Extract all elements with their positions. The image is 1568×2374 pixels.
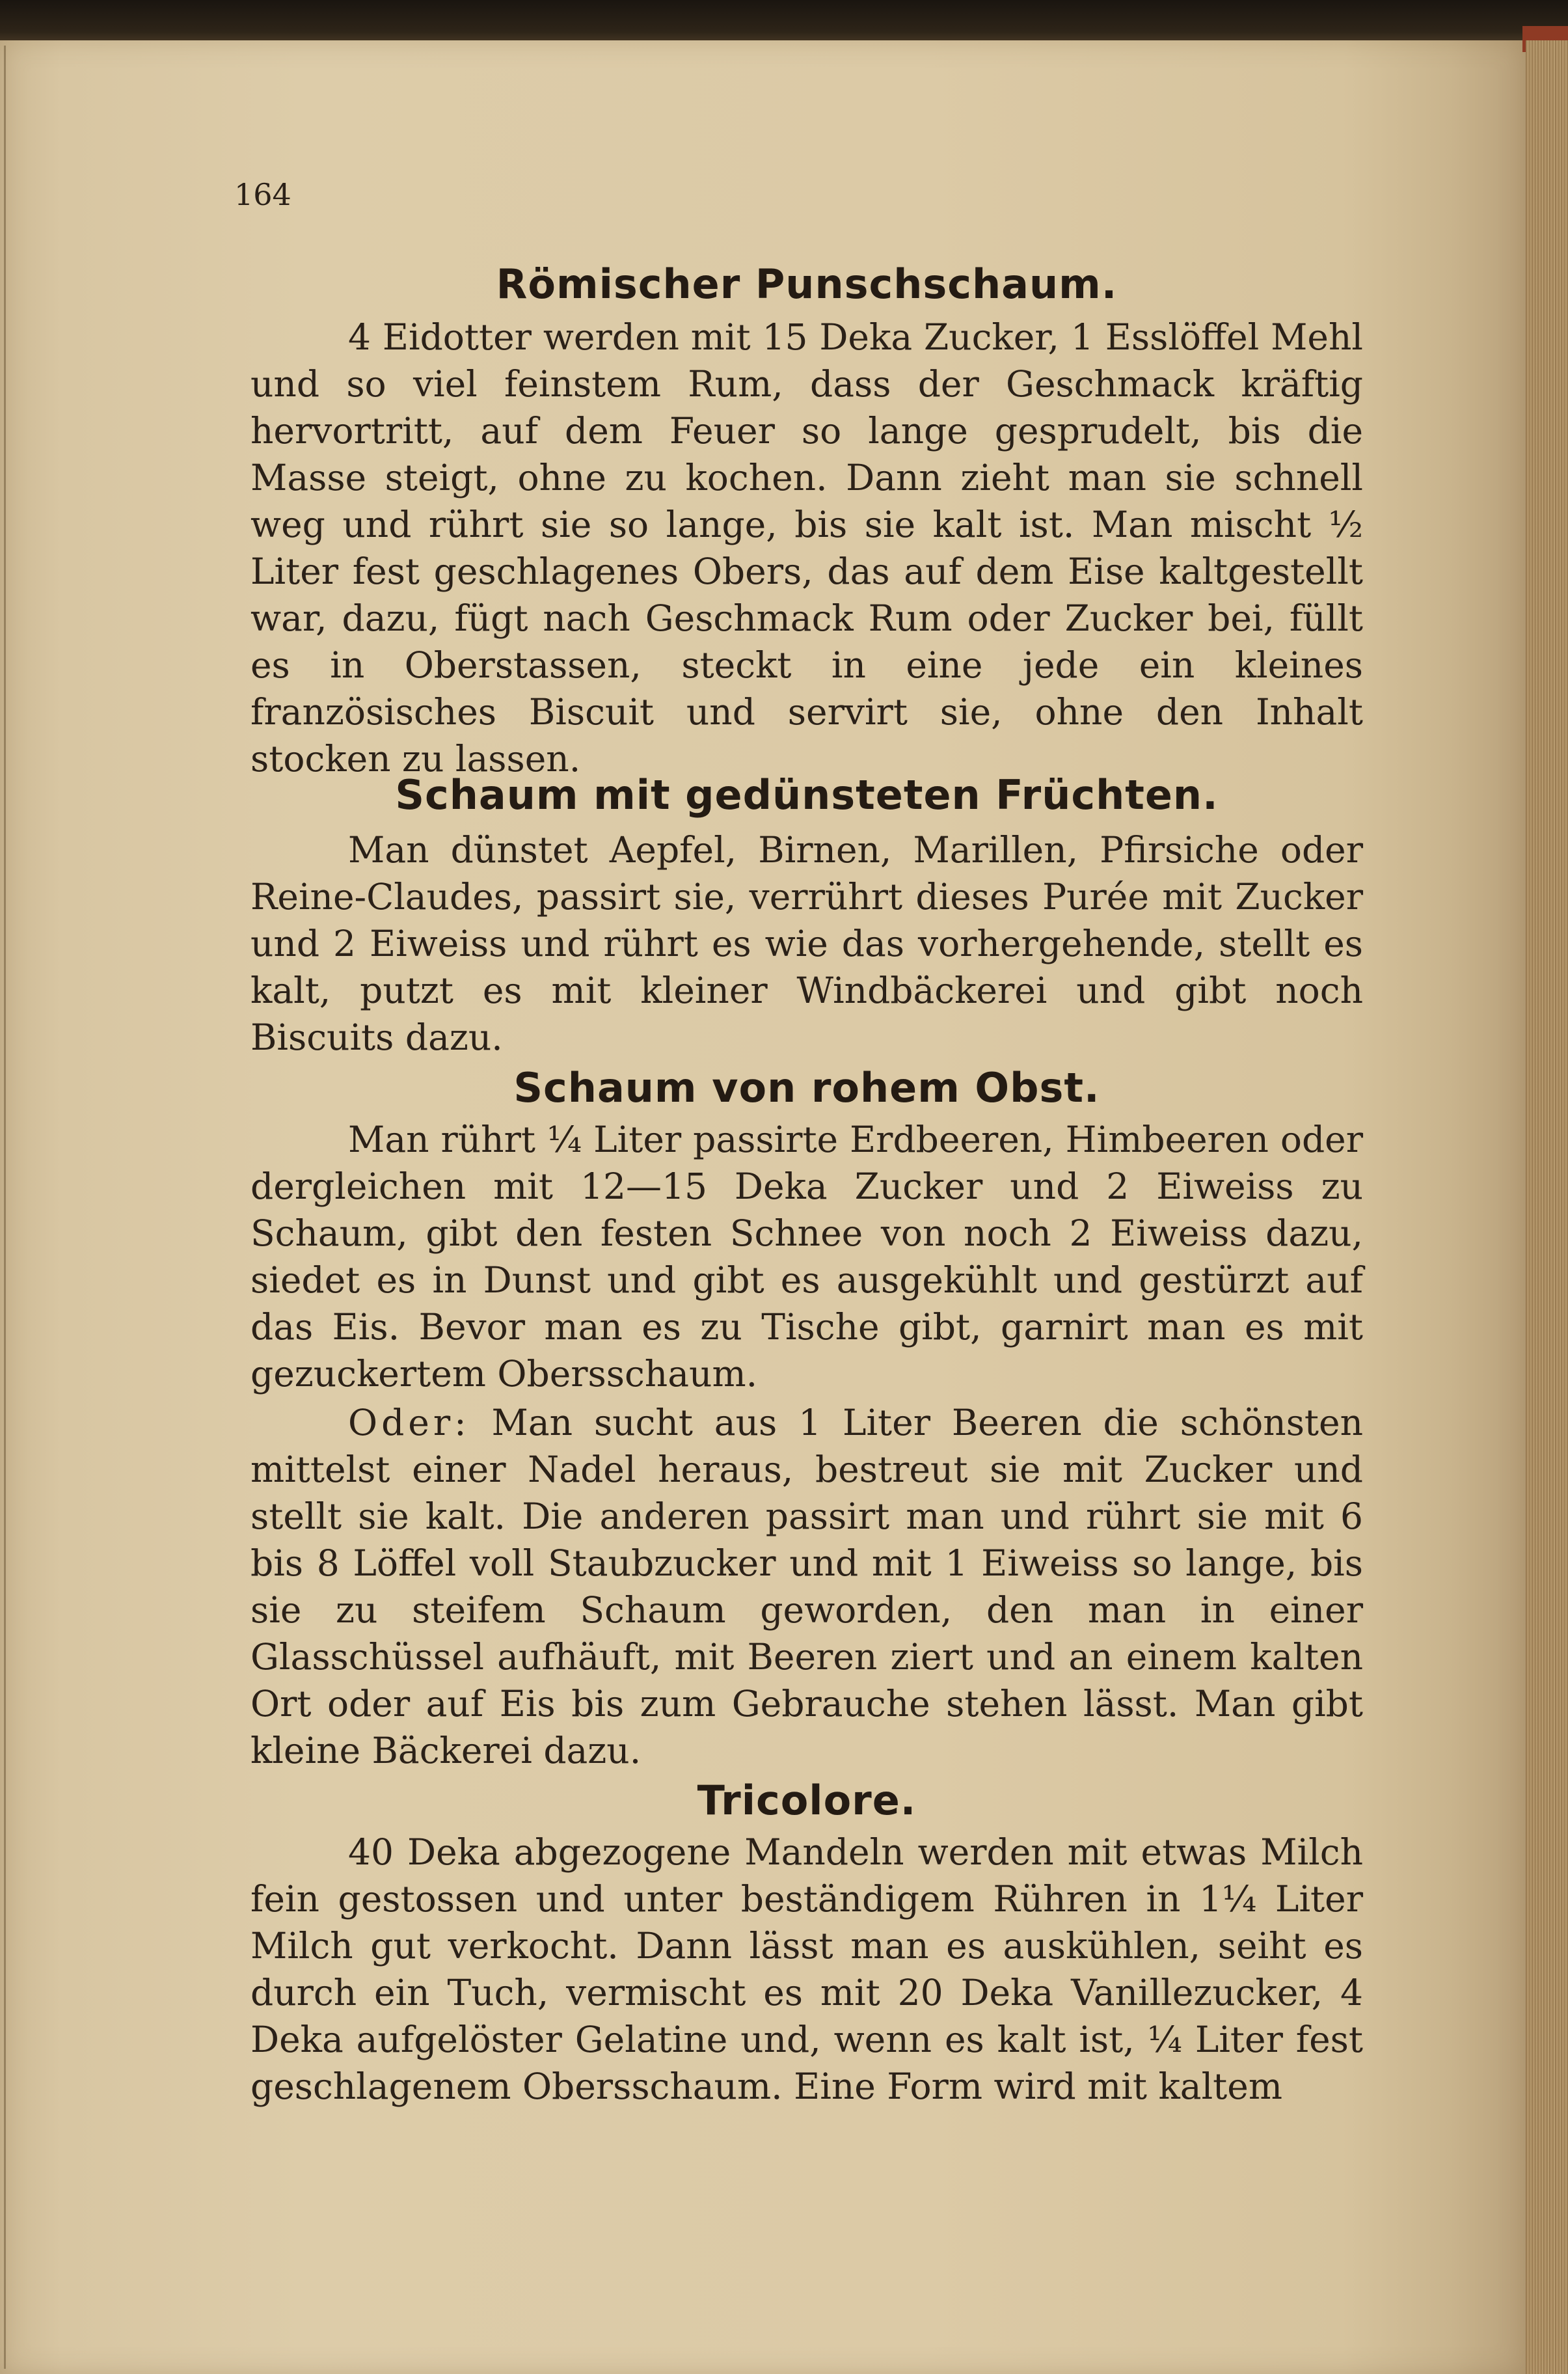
section-text-schaum-mit-geduensteten-fruechten: Man dünstet Aepfel, Birnen, Marillen, Pfirsiche oder Reine-Claudes, passirt sie, verrührt dieses Purée mit Zucker und 2 Eiweiss und rührt es wie das vorhergehende, stellt es kalt, putzt es mit kleiner Windbäckerei und gibt noch Biscuits dazu.: [250, 829, 1363, 1058]
variant-text: Man sucht aus 1 Liter Beeren die schönsten mittelst einer Nadel heraus, bestreut sie mit Zucker und stellt sie kalt. Die anderen passirt man und rührt sie mit 6 bis 8 Löffel voll Staubzucker und mit 1 Eiweiss so lange, bis sie zu steifem Schaum geworden, den man in einer Glasschüssel aufhäuft, mit Beeren ziert und an einem kalten Ort oder auf Eis bis zum Gebrauche stehen lässt. Man gibt kleine Bäckerei dazu.: [250, 1402, 1364, 1771]
section-text-schaum-von-rohem-obst: Man rührt ¼ Liter passirte Erdbeeren, Himbeeren oder dergleichen mit 12—15 Deka Zucker und 2 Eiweiss zu Schaum, gibt den festen Schnee von noch 2 Eiweiss dazu, siedet es in Dunst und gibt es ausgekühlt und gestürzt auf das Eis. Bevor man es zu Tische gibt, garnirt man es mit gezuckertem Obersschaum.: [250, 1119, 1363, 1395]
gutter-line: [4, 46, 6, 2369]
section-text-tricolore: 40 Deka abgezogene Mandeln werden mit etwas Milch fein gestossen und unter beständigem Rühren in 1¼ Liter Milch gut verkocht. Dann lässt man es auskühlen, seiht es durch ein Tuch, vermischt es mit 20 Deka Vanillezucker, 4 Deka aufgelöster Gelatine und, wenn es kalt ist, ¼ Liter fest geschlagenem Obersschaum. Eine Form wird mit kaltem: [250, 1831, 1363, 2107]
book-background-top: [0, 0, 1568, 46]
page-stack-edge: [1526, 40, 1568, 2374]
section-title-schaum-von-rohem-obst: Schaum von rohem Obst.: [513, 1064, 1100, 1112]
section-text-schaum-von-rohem-obst-variant: [250, 1399, 1363, 1774]
section-title-tricolore: Tricolore.: [697, 1777, 917, 1824]
section-text-roemischer-punschschaum: 4 Eidotter werden mit 15 Deka Zucker, 1 Esslöffel Mehl und so viel feinstem Rum, dass der Geschmack kräftig hervortritt, auf dem Feuer so lange gesprudelt, bis die Masse steigt, ohne zu kochen. Dann zieht man sie schnell weg und rührt sie so lange, bis sie kalt ist. Man mischt ½ Liter fest geschlagenes Obers, das auf dem Eise kaltgestellt war, dazu, fügt nach Geschmack Rum oder Zucker bei, füllt es in Oberstassen, steckt in eine jede ein kleines französisches Biscuit und servirt sie, ohne den Inhalt stocken zu lassen.: [250, 316, 1363, 780]
page-number: 164: [234, 177, 291, 212]
section-title-roemischer-punschschaum: Römischer Punschschaum.: [496, 260, 1118, 308]
oder-label: Oder:: [348, 1402, 470, 1443]
section-title-schaum-mit-geduensteten-fruechten: Schaum mit gedünsteten Früchten.: [395, 771, 1219, 819]
